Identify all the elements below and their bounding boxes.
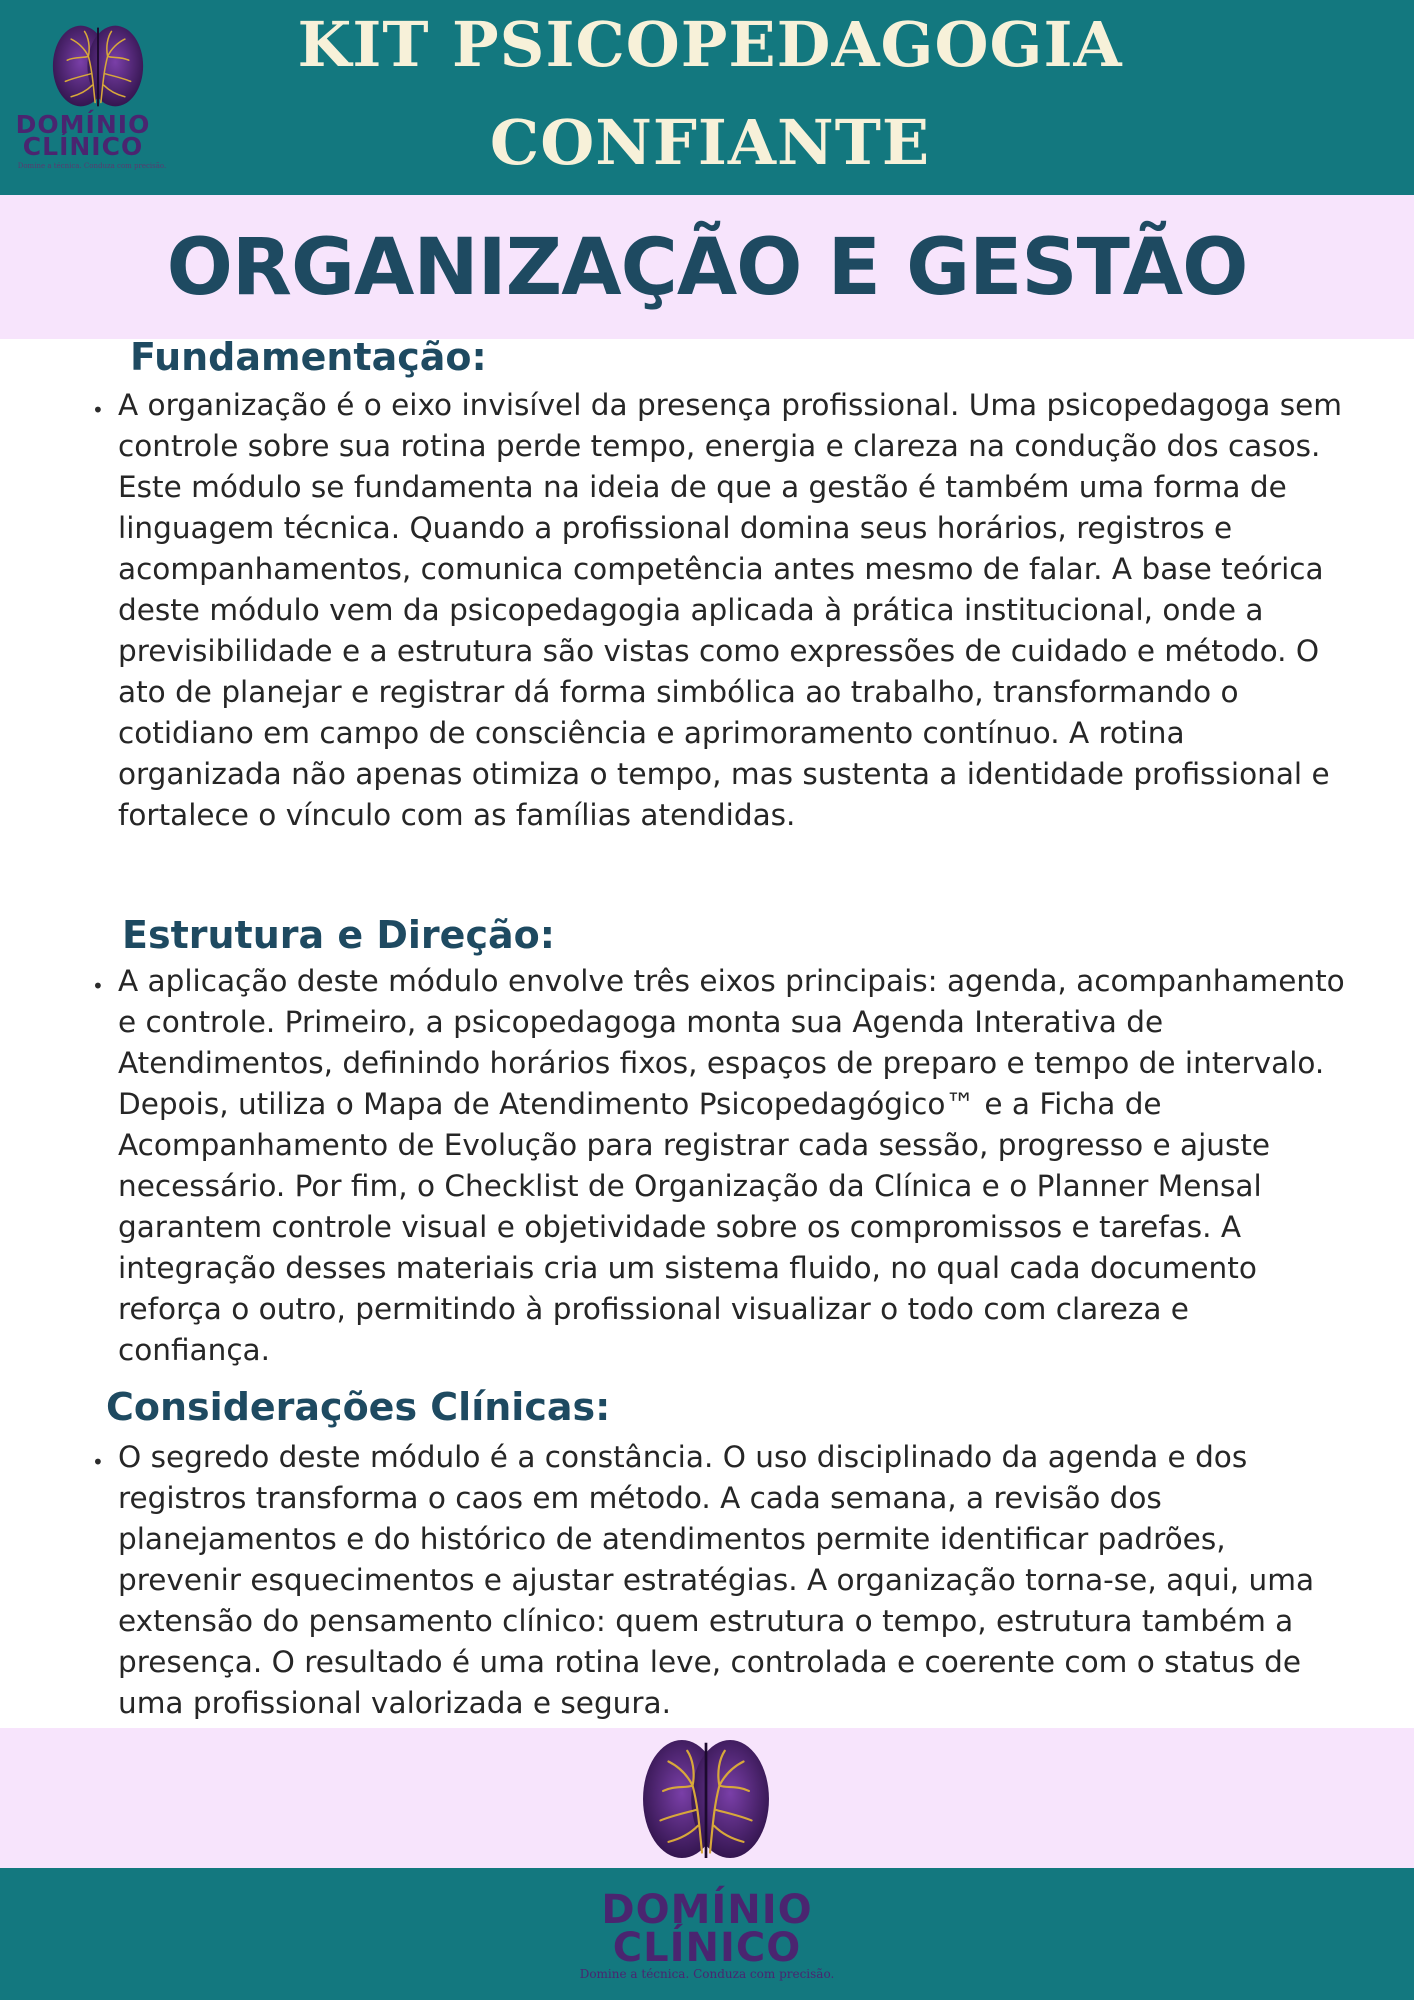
header-title-line-1: KIT PSICOPEDAGOGIA (297, 8, 1123, 81)
section-heading-consideracoes: Considerações Clínicas: (106, 1385, 611, 1429)
header-title-line-2: CONFIANTE (489, 106, 931, 179)
section-text-fundamentacao: A organização é o eixo invisível da presença profissional. Uma psicopedagoga sem controle sobre sua rotina perde tempo, energia e clareza na condução dos casos. Este módulo se fundamenta na ideia de que a gestão é também uma forma de linguagem técnica. Quando a profissional domina seus horários, registros e acompanhamentos, comunica competência antes mesmo de falar. A base teórica deste módulo vem da psicopedagogia aplicada à prática institucional, onde a previsibilidade e a estrutura são vistas como expressões de cuidado e método. O ato de planejar e registrar dá forma simbólica ao trabalho, transformando o cotidiano em campo de consciência e aprimoramento contínuo. A rotina organizada não apenas otimiza o tempo, mas sustenta a identidade profissional e fortalece o vínculo com as famílias atendidas. (118, 388, 1342, 832)
bullet-icon: • (92, 974, 104, 998)
brain-icon (50, 18, 146, 114)
footer-logo-tagline: Domine a técnica. Conduza com precisão. (579, 1967, 835, 1981)
page-title: ORGANIZAÇÃO E GESTÃO (166, 223, 1248, 313)
section-heading-fundamentacao: Fundamentação: (130, 335, 487, 379)
bullet-icon: • (92, 398, 104, 422)
logo (12, 12, 178, 177)
bullet-icon: • (92, 1450, 104, 1474)
footer-logo-word-2: CLÍNICO (612, 1925, 802, 1971)
brain-icon (636, 1732, 776, 1866)
section-heading-estrutura: Estrutura e Direção: (122, 913, 555, 957)
logo-tagline: Domine a técnica. Conduza com precisão. (17, 162, 167, 170)
footer-logo-word-1: DOMÍNIO (601, 1887, 813, 1933)
section-text-consideracoes: O segredo deste módulo é a constância. O uso disciplinado da agenda e dos registros transforma o caos em método. A cada semana, a revisão dos planejamentos e do histórico de atendimentos permite identificar padrões, prevenir esquecimentos e ajustar estratégias. A organização torna-se, aqui, uma extensão do pensamento clínico: quem estrutura o tempo, estrutura também a presença. O resultado é uma rotina leve, controlada e coerente com o status de uma profissional valorizada e segura. (118, 1440, 1315, 1720)
logo-word-2: CLÍNICO (22, 132, 144, 161)
section-text-estrutura: A aplicação deste módulo envolve três eixos principais: agenda, acompanhamento e controle. Primeiro, a psicopedagoga monta sua Agenda Interativa de Atendimentos, definindo horários fixos, espaços de preparo e tempo de intervalo. Depois, utiliza o Mapa de Atendimento Psicopedagógico™ e a Ficha de Acompanhamento de Evolução para registrar cada sessão, progresso e ajuste necessário. Por fim, o Checklist de Organização da Clínica e o Planner Mensal garantem controle visual e objetividade sobre os compromissos e tarefas. A integração desses materiais cria um sistema fluido, no qual cada documento reforça o outro, permitindo à profissional visualizar o todo com clareza e confiança. (118, 964, 1345, 1367)
header-bar (0, 0, 1414, 195)
logo-word-1: DOMÍNIO (15, 110, 151, 139)
section-banner (0, 195, 1414, 339)
